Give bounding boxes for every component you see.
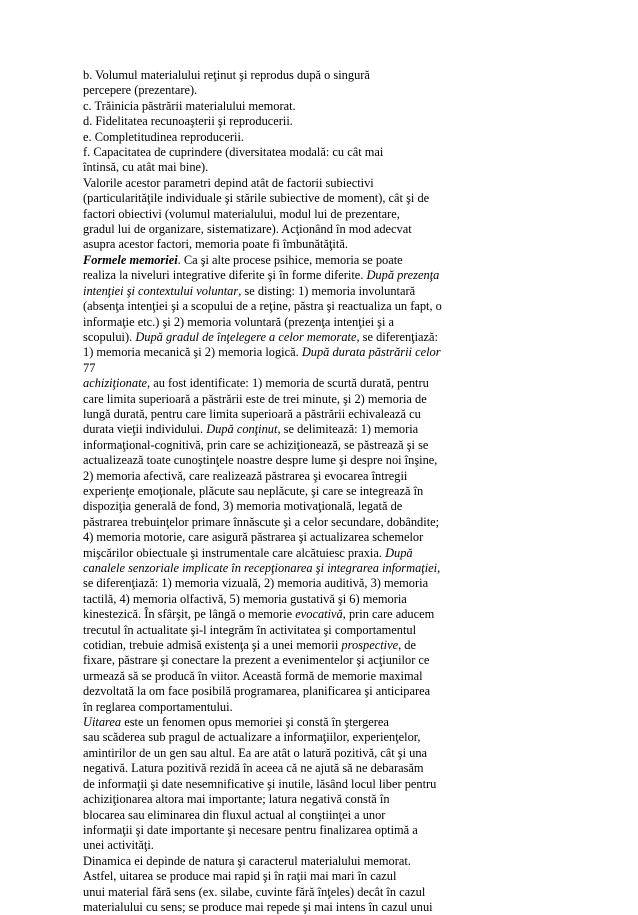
text-segment: care limita superioară a păstrării este de trei minute, şi 2) memoria de [83,391,427,406]
text-line [83,653,598,668]
text-segment: canalele senzoriale implicate în recepţionarea şi integrarea informaţiei [83,561,438,575]
text-line [83,207,598,222]
text-line [83,422,598,437]
text-segment: în reglarea comportamentului. [83,699,233,714]
text-segment: materialului cu sens; se produce mai repede şi mai intens în cazul unui [83,899,433,914]
text-segment: informaţional-cognitivă, prin care se achiziţionează, se păstrează şi se [83,437,429,452]
text-line [83,885,598,900]
text-segment: , de [398,638,416,653]
text-line [83,191,598,206]
text-line [83,237,598,252]
page-number: 77 [83,360,96,375]
text-line [83,746,598,761]
text-line [83,438,598,453]
text-segment: lungă durată, pentru care limita superioară a păstrării echivalează cu [83,406,421,421]
body-text [83,68,598,915]
text-segment: e. Completitudinea reproducerii. [83,129,245,144]
text-line [83,222,598,237]
text-segment: c. Trăinicia păstrării materialului memorat. [83,98,296,113]
text-segment: sau scăderea sub pragul de actualizare a informaţiilor, experienţelor, [83,730,421,745]
text-segment: evocativă [295,607,343,622]
text-line [83,361,598,376]
text-line [83,484,598,499]
text-line [83,330,598,345]
text-segment: amintirilor de un gen sau altul. Ea are atât o latură pozitivă, cât şi una [83,745,428,760]
text-line [83,900,598,915]
text-line [83,592,598,607]
text-segment: Dinamica ei depinde de natura şi caracterul materialului memorat. [83,853,411,868]
text-line [83,499,598,514]
text-segment: f. Capacitatea de cuprindere (diversitatea modală: cu cât mai [83,145,384,160]
text-line [83,761,598,776]
text-line [83,823,598,838]
text-line [83,160,598,175]
text-line [83,99,598,114]
text-segment: experienţe emoţionale, plăcute sau neplăcute, şi care se integrează în [83,483,424,498]
text-line [83,623,598,638]
text-segment: d. Fidelitatea recunoaşterii şi reproducerii. [83,114,293,129]
text-line [83,777,598,792]
text-segment: intenţiei şi contextului voluntar [83,283,239,298]
text-line [83,284,598,299]
text-segment: După conţinut [206,422,278,437]
text-line [83,315,598,330]
text-segment: 1) memoria mecanică şi 2) memoria logică. [83,345,302,360]
text-line [83,838,598,853]
text-segment: este un fenomen opus memoriei şi constă în ştergerea [121,715,389,730]
text-line [83,299,598,314]
text-segment: 4) memoria motorie, care asigură păstrarea şi actualizarea schemelor [83,530,424,545]
text-line [83,515,598,530]
text-line [83,700,598,715]
text-segment: După prezenţa [366,268,440,283]
text-line [83,808,598,823]
text-line [83,469,598,484]
text-line [83,130,598,145]
section-heading: Formele memoriei [83,252,178,267]
text-line [83,854,598,869]
text-line [83,561,598,576]
text-segment: prospective [341,638,399,653]
text-segment: păstrarea trebuinţelor primare înnăscute şi a celor secundare, dobândite; [83,514,440,529]
text-segment: realiza la niveluri integrative diferite şi în forme diferite. [83,268,367,283]
text-segment: , se diferenţiază: [356,329,438,344]
text-segment: durata vieţii individului. [83,422,207,437]
text-segment: , [437,561,441,575]
text-segment: scopului). [83,329,136,344]
text-segment: dezvoltată la om face posibilă programarea, planificarea şi anticiparea [83,684,431,699]
text-segment: 2) memoria afectivă, care realizează păstrarea şi evocarea întregii [83,468,408,483]
text-segment: . Ca şi alte procese psihice, memoria se poate [177,252,403,267]
text-segment: kinestezică. În sfârşit, pe lângă o memorie [83,607,296,622]
text-line [83,453,598,468]
text-segment: blocarea sau eliminarea din fluxul actual al conştiinţei a unor [83,807,386,822]
text-segment: fixare, păstrare şi conectare la prezent a evenimentelor şi acţiunilor ce [83,653,430,668]
text-segment: unei activităţi. [83,838,154,853]
text-segment: După durata păstrării celor [301,345,441,360]
text-line [83,715,598,730]
text-line [83,376,598,391]
text-line [83,392,598,407]
text-segment: achiziţionarea altora mai importante; latura negativă constă în [83,792,390,807]
text-line [83,345,598,360]
text-line [83,407,598,422]
text-segment: întinsă, cu atât mai bine). [83,160,209,175]
text-segment: Uitarea [83,715,122,730]
text-line [83,114,598,129]
text-line [83,638,598,653]
text-line [83,792,598,807]
text-segment: , se delimitează: 1) memoria [277,422,419,437]
text-segment: achiziţionate [83,376,148,391]
text-segment: După [385,545,413,560]
text-segment: urmează să se producă în viitor. Această formă de memorie maximal [83,668,423,683]
text-segment: , au fost identificate: 1) memoria de scurtă durată, pentru [147,376,429,391]
text-segment: b. Volumul materialului reţinut şi reprodus după o singură [83,68,370,82]
text-segment: gradul lui de organizare, sistematizare). Acţionând în mod adecvat [83,222,412,237]
text-segment: negativă. Latura pozitivă rezidă în aceea că ne ajută să ne debarasăm [83,761,424,776]
text-segment: informaţii şi date importante şi necesare pentru finalizarea optimă a [83,822,418,837]
text-line [83,684,598,699]
text-segment: Valorile acestor parametri depind atât de factorii subiectivi [83,175,374,190]
text-segment: , prin care aducem [342,607,435,622]
text-segment: tactilă, 4) memoria olfactivă, 5) memoria gustativă şi 6) memoria [83,591,407,606]
text-segment: factori obiectivi (volumul materialului, modul lui de prezentare, [83,206,400,221]
text-line [83,546,598,561]
text-segment: trecutul în actualitate şi-l integrăm în activitatea şi comportamentul [83,622,417,637]
text-line [83,669,598,684]
text-segment: Astfel, uitarea se produce mai rapid şi în raţii mai mari în cazul [83,869,397,884]
text-segment: percepere (prezentare). [83,83,198,98]
text-segment: de informaţii şi date nesemnificative şi inutile, lăsând locul liber pentru [83,776,437,791]
text-line [83,253,598,268]
text-line [83,576,598,591]
text-line [83,869,598,884]
text-line [83,83,598,98]
text-segment: (particularităţile individuale şi stările subiective de moment), cât şi de [83,191,430,206]
text-segment: mişcărilor obiectuale şi instrumentale care alcătuiesc praxia. [83,545,386,560]
text-segment: informaţie etc.) şi 2) memoria voluntară (prezenţa intenţiei şi a [83,314,395,329]
text-segment: se diferenţiază: 1) memoria vizuală, 2) memoria auditivă, 3) memoria [83,576,429,591]
text-line [83,268,598,283]
text-segment: După gradul de înţelegere a celor memorate [135,329,357,344]
text-line [83,730,598,745]
text-line [83,68,598,83]
text-line [83,607,598,622]
text-line [83,530,598,545]
text-segment: asupra acestor factori, memoria poate fi îmbunătăţită. [83,237,348,252]
text-segment: , se disting: 1) memoria involuntară [238,283,416,298]
text-segment: dispoziţia generală de fond, 3) memoria motivaţională, legată de [83,499,403,514]
text-line [83,176,598,191]
text-segment: unui material fără sens (ex. silabe, cuvinte fără înţeles) decât în cazul [83,884,426,899]
text-line [83,145,598,160]
text-segment: actualizează toate cunoştinţele noastre despre lume şi despre noi înşine, [83,453,438,468]
text-segment: (absenţa intenţiei şi a scopului de a reţine, păstra şi reactualiza un fapt, o [83,299,442,314]
text-segment: cotidian, trebuie admisă existenţa şi a unei memorii [83,638,342,653]
